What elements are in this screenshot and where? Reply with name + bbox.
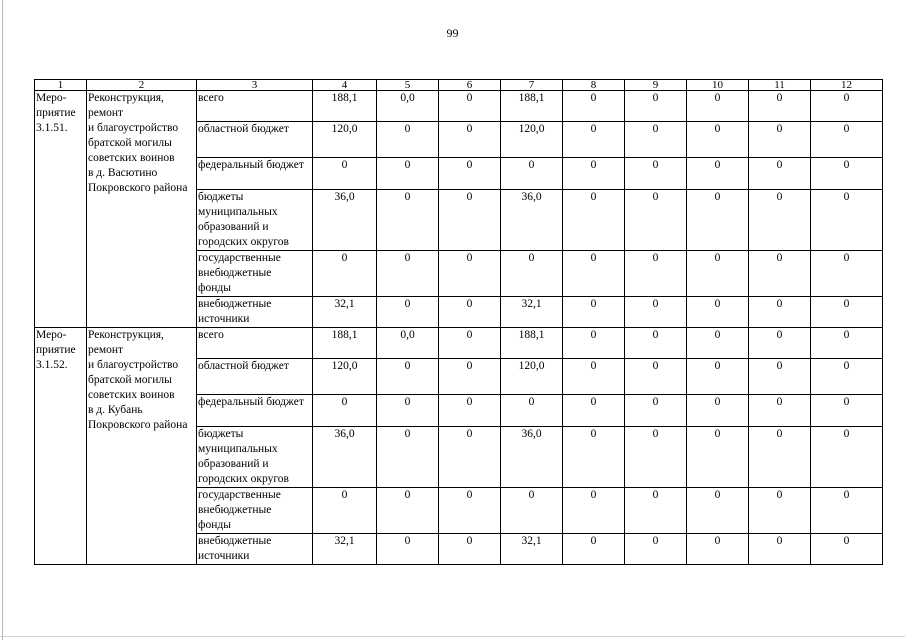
value-cell: 0 (377, 395, 439, 427)
page-number: 99 (446, 26, 459, 40)
value-cell: 0 (439, 328, 501, 359)
value-cell: 0 (439, 534, 501, 565)
column-header: 6 (439, 80, 501, 91)
value-cell: 0 (811, 158, 883, 190)
value-cell: 0,0 (377, 91, 439, 122)
value-cell: 0 (625, 395, 687, 427)
value-cell: 0 (625, 158, 687, 190)
funding-source-cell: федеральный бюджет (197, 395, 313, 427)
value-cell: 0 (811, 190, 883, 251)
value-cell: 0 (439, 158, 501, 190)
value-cell: 0 (625, 488, 687, 534)
value-cell: 0 (749, 359, 811, 395)
value-cell: 0 (625, 328, 687, 359)
value-cell: 0 (749, 328, 811, 359)
value-cell: 36,0 (313, 190, 377, 251)
value-cell: 0 (313, 395, 377, 427)
value-cell: 0 (811, 91, 883, 122)
column-header: 8 (563, 80, 625, 91)
value-cell: 0 (811, 427, 883, 488)
value-cell: 0 (501, 395, 563, 427)
value-cell: 0 (749, 122, 811, 158)
value-cell: 120,0 (313, 359, 377, 395)
funding-source-cell: внебюджетные источники (197, 297, 313, 328)
value-cell: 0 (313, 251, 377, 297)
column-header: 2 (87, 80, 197, 91)
value-cell: 0 (687, 328, 749, 359)
value-cell: 0 (439, 488, 501, 534)
value-cell: 0 (377, 122, 439, 158)
value-cell: 36,0 (313, 427, 377, 488)
event-id-cell: Меро- приятие 3.1.51. (35, 91, 87, 328)
funding-source-cell: внебюджетные источники (197, 534, 313, 565)
value-cell: 0 (625, 427, 687, 488)
value-cell: 0 (377, 427, 439, 488)
value-cell: 0 (625, 297, 687, 328)
table-row (35, 91, 883, 122)
value-cell: 0 (501, 158, 563, 190)
value-cell: 36,0 (501, 427, 563, 488)
funding-source-cell: всего (197, 328, 313, 359)
value-cell: 120,0 (501, 122, 563, 158)
value-cell: 0 (749, 488, 811, 534)
column-header: 1 (35, 80, 87, 91)
value-cell: 0 (501, 488, 563, 534)
value-cell: 32,1 (313, 297, 377, 328)
column-header: 4 (313, 80, 377, 91)
value-cell: 0 (687, 297, 749, 328)
value-cell: 0 (439, 359, 501, 395)
funding-source-cell: бюджеты муниципальных образований и городских округов (197, 190, 313, 251)
budget-table (34, 79, 883, 565)
value-cell: 120,0 (313, 122, 377, 158)
funding-source-cell: государственные внебюджетные фонды (197, 488, 313, 534)
value-cell: 0 (563, 122, 625, 158)
value-cell: 0 (625, 91, 687, 122)
funding-source-cell: государственные внебюджетные фонды (197, 251, 313, 297)
value-cell: 0 (811, 395, 883, 427)
value-cell: 188,1 (501, 328, 563, 359)
value-cell: 0 (625, 190, 687, 251)
value-cell: 0 (377, 190, 439, 251)
value-cell: 0 (687, 488, 749, 534)
value-cell: 0 (313, 158, 377, 190)
value-cell: 0 (563, 395, 625, 427)
value-cell: 0 (439, 251, 501, 297)
value-cell: 0 (563, 190, 625, 251)
value-cell: 0 (377, 158, 439, 190)
value-cell: 0 (625, 359, 687, 395)
value-cell: 0 (625, 122, 687, 158)
value-cell: 0 (749, 91, 811, 122)
value-cell: 0 (811, 122, 883, 158)
value-cell: 0 (625, 534, 687, 565)
funding-source-cell: областной бюджет (197, 359, 313, 395)
value-cell: 188,1 (313, 328, 377, 359)
value-cell: 0 (563, 359, 625, 395)
value-cell: 0 (811, 328, 883, 359)
value-cell: 0 (563, 488, 625, 534)
value-cell: 0 (687, 190, 749, 251)
value-cell: 0 (687, 122, 749, 158)
value-cell: 0 (377, 534, 439, 565)
value-cell: 0 (563, 91, 625, 122)
value-cell: 32,1 (313, 534, 377, 565)
column-header: 7 (501, 80, 563, 91)
value-cell: 0 (439, 122, 501, 158)
value-cell: 0 (377, 488, 439, 534)
funding-source-cell: всего (197, 91, 313, 122)
column-header: 12 (811, 80, 883, 91)
page-left-border (2, 0, 3, 640)
value-cell: 0 (439, 91, 501, 122)
value-cell: 188,1 (501, 91, 563, 122)
value-cell: 0 (313, 488, 377, 534)
value-cell: 0 (563, 297, 625, 328)
value-cell: 0 (625, 251, 687, 297)
value-cell: 0 (811, 534, 883, 565)
value-cell: 0 (563, 534, 625, 565)
value-cell: 0 (811, 488, 883, 534)
value-cell: 0 (377, 297, 439, 328)
value-cell: 0 (749, 534, 811, 565)
value-cell: 0 (687, 427, 749, 488)
value-cell: 0 (501, 251, 563, 297)
value-cell: 0 (749, 297, 811, 328)
event-description-cell: Реконструкция, ремонт и благоустройство братской могилы советских воинов в д. Васютино Покровского района (87, 91, 197, 328)
funding-source-cell: федеральный бюджет (197, 158, 313, 190)
column-header: 5 (377, 80, 439, 91)
value-cell: 0 (439, 395, 501, 427)
value-cell: 0 (687, 359, 749, 395)
value-cell: 0 (749, 395, 811, 427)
value-cell: 0 (563, 328, 625, 359)
value-cell: 0 (811, 251, 883, 297)
value-cell: 0 (811, 297, 883, 328)
value-cell: 0 (439, 427, 501, 488)
value-cell: 0,0 (377, 328, 439, 359)
event-description-cell: Реконструкция, ремонт и благоустройство братской могилы советских воинов в д. Кубань Покровского района (87, 328, 197, 565)
page-bottom-border (0, 636, 905, 637)
value-cell: 0 (749, 190, 811, 251)
value-cell: 0 (749, 158, 811, 190)
value-cell: 0 (687, 158, 749, 190)
value-cell: 32,1 (501, 534, 563, 565)
value-cell: 0 (687, 251, 749, 297)
value-cell: 36,0 (501, 190, 563, 251)
value-cell: 0 (377, 251, 439, 297)
funding-source-cell: областной бюджет (197, 122, 313, 158)
value-cell: 0 (687, 534, 749, 565)
table-row (35, 328, 883, 359)
header-row (35, 80, 883, 91)
value-cell: 0 (749, 251, 811, 297)
value-cell: 120,0 (501, 359, 563, 395)
value-cell: 0 (439, 297, 501, 328)
value-cell: 0 (811, 359, 883, 395)
value-cell: 0 (687, 395, 749, 427)
funding-source-cell: бюджеты муниципальных образований и городских округов (197, 427, 313, 488)
event-id-cell: Меро- приятие 3.1.52. (35, 328, 87, 565)
value-cell: 0 (687, 91, 749, 122)
value-cell: 0 (563, 158, 625, 190)
column-header: 11 (749, 80, 811, 91)
column-header: 3 (197, 80, 313, 91)
value-cell: 0 (563, 251, 625, 297)
column-header: 9 (625, 80, 687, 91)
value-cell: 188,1 (313, 91, 377, 122)
value-cell: 32,1 (501, 297, 563, 328)
value-cell: 0 (377, 359, 439, 395)
column-header: 10 (687, 80, 749, 91)
value-cell: 0 (563, 427, 625, 488)
value-cell: 0 (439, 190, 501, 251)
value-cell: 0 (749, 427, 811, 488)
